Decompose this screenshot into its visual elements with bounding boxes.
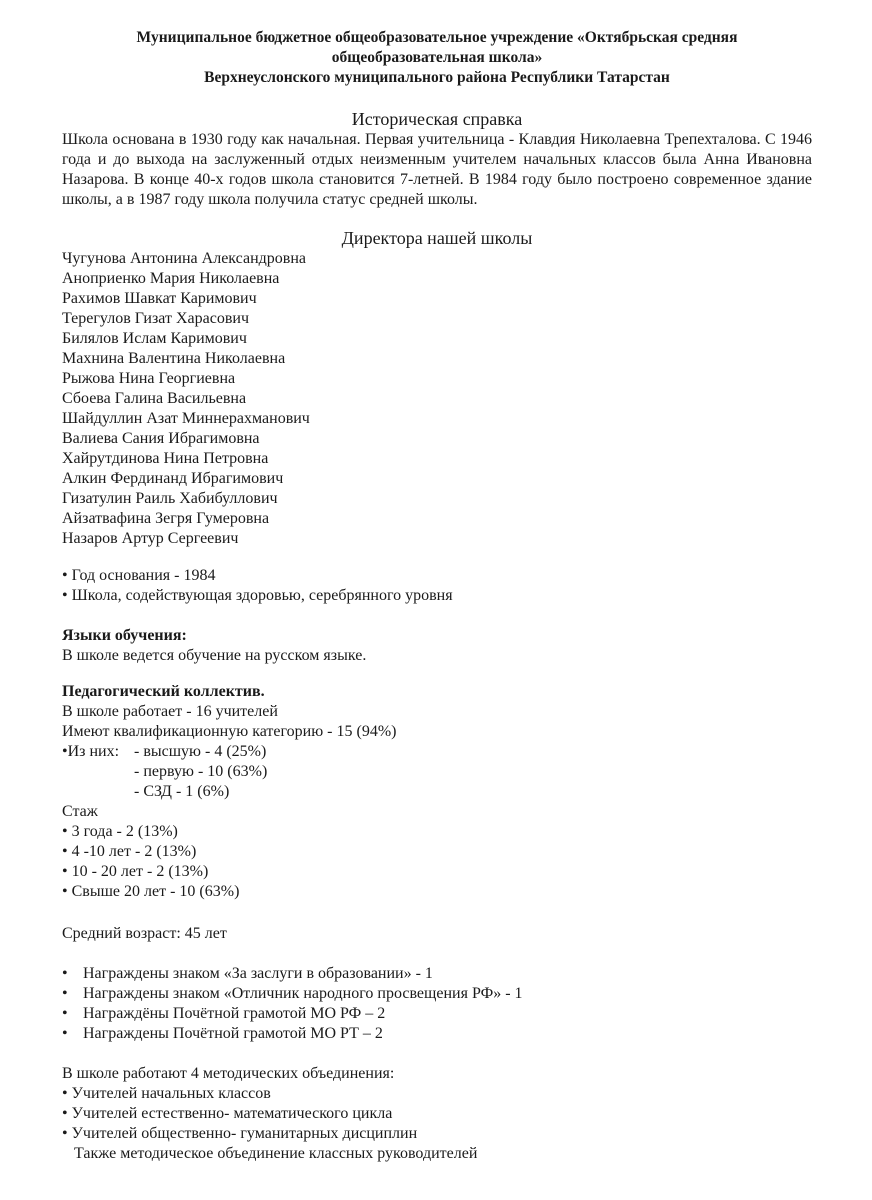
award-text: Награждёны Почётной грамотой МО РФ – 2 xyxy=(83,1005,386,1022)
methods-intro: В школе работают 4 методических объединения: xyxy=(62,1065,395,1082)
history-title: Историческая справка xyxy=(351,109,523,129)
method-item: • Учителей естественно- математического цикла xyxy=(62,1105,393,1122)
director-name: Хайрутдинова Нина Петровна xyxy=(62,450,269,467)
header-line: Муниципальное бюджетное общеобразовательное учреждение «Октябрьская средняя xyxy=(136,29,738,46)
awards-list xyxy=(62,964,812,1044)
director-name: Терегулов Гизат Харасович xyxy=(62,310,249,327)
award-item xyxy=(62,1024,812,1044)
category-row xyxy=(62,742,812,762)
directors-section xyxy=(62,227,812,549)
director-name: Рыжова Нина Георгиевна xyxy=(62,370,236,387)
history-text: Школа основана в 1930 году как начальная. Первая учительница - Клавдия Николаевна Трепехталова. С 1946 года и до выхода на заслуженный отдых неизменным учителем начальных классов была Анна Ивановна Назарова. В конце 40-х годов школа становится 7-летней. В 1984 году было построено современное здание школы, а в 1987 году школа получила статус средней школы. xyxy=(62,131,812,208)
header-line: Верхнеуслонского муниципального района Республики Татарстан xyxy=(204,69,670,86)
experience-item: • 10 - 20 лет - 2 (13%) xyxy=(62,863,209,880)
languages-text: В школе ведется обучение на русском языке. xyxy=(62,647,367,664)
director-name: Билялов Ислам Каримович xyxy=(62,330,247,347)
languages-title: Языки обучения: xyxy=(62,627,187,644)
director-name: Айзатвафина Зегря Гумеровна xyxy=(62,510,270,527)
award-text: Награждены знаком «За заслуги в образовании» - 1 xyxy=(83,965,433,982)
director-name: Махнина Валентина Николаевна xyxy=(62,350,286,367)
header-line: общеобразовательная школа» xyxy=(331,49,543,66)
director-name: Гизатулин Раиль Хабибуллович xyxy=(62,490,278,507)
experience-item: • 4 -10 лет - 2 (13%) xyxy=(62,843,197,860)
history-section xyxy=(62,108,812,210)
director-name: Аноприенко Мария Николаевна xyxy=(62,270,280,287)
school-header xyxy=(62,28,812,88)
director-name: Назаров Артур Сергеевич xyxy=(62,530,239,547)
award-text: Награждены Почётной грамотой МО РТ – 2 xyxy=(83,1025,383,1042)
award-item xyxy=(62,1004,812,1024)
director-name: Валиева Сания Ибрагимовна xyxy=(62,430,260,447)
bullet: • xyxy=(62,985,68,1002)
bullet: • xyxy=(62,1005,68,1022)
category-item: - первую - 10 (63%) xyxy=(134,763,268,780)
director-name: Чугунова Антонина Александровна xyxy=(62,250,306,267)
methods-also: Также методическое объединение классных руководителей xyxy=(74,1145,478,1162)
fact-item: • Год основания - 1984 xyxy=(62,567,216,584)
of-them-label: •Из них: xyxy=(62,743,120,760)
bullet: • xyxy=(62,1025,68,1042)
staff-section xyxy=(62,682,812,944)
directors-title: Директора нашей школы xyxy=(341,228,533,248)
director-name: Сбоева Галина Васильевна xyxy=(62,390,247,407)
methods-section xyxy=(62,1064,812,1164)
category-item: - СЗД - 1 (6%) xyxy=(134,783,230,800)
languages-section xyxy=(62,626,812,666)
experience-item: • 3 года - 2 (13%) xyxy=(62,823,178,840)
method-item: • Учителей начальных классов xyxy=(62,1085,271,1102)
category-item: - высшую - 4 (25%) xyxy=(134,743,267,760)
award-item xyxy=(62,984,812,1004)
method-item: • Учителей общественно- гуманитарных дисциплин xyxy=(62,1125,418,1142)
average-age: Средний возраст: 45 лет xyxy=(62,925,227,942)
teachers-count: В школе работает - 16 учителей xyxy=(62,703,278,720)
director-name: Алкин Фердинанд Ибрагимович xyxy=(62,470,284,487)
bullet: • xyxy=(62,965,68,982)
director-name: Шайдуллин Азат Миннерахманович xyxy=(62,410,310,427)
staff-title: Педагогический коллектив. xyxy=(62,683,265,700)
award-text: Награждены знаком «Отличник народного просвещения РФ» - 1 xyxy=(83,985,523,1002)
qualified-count: Имеют квалификационную категорию - 15 (94%) xyxy=(62,723,397,740)
director-name: Рахимов Шавкат Каримович xyxy=(62,290,257,307)
experience-title: Стаж xyxy=(62,803,98,820)
facts-list xyxy=(62,566,812,606)
award-item xyxy=(62,964,812,984)
experience-item: • Свыше 20 лет - 10 (63%) xyxy=(62,883,240,900)
fact-item: • Школа, содействующая здоровью, серебрянного уровня xyxy=(62,587,453,604)
